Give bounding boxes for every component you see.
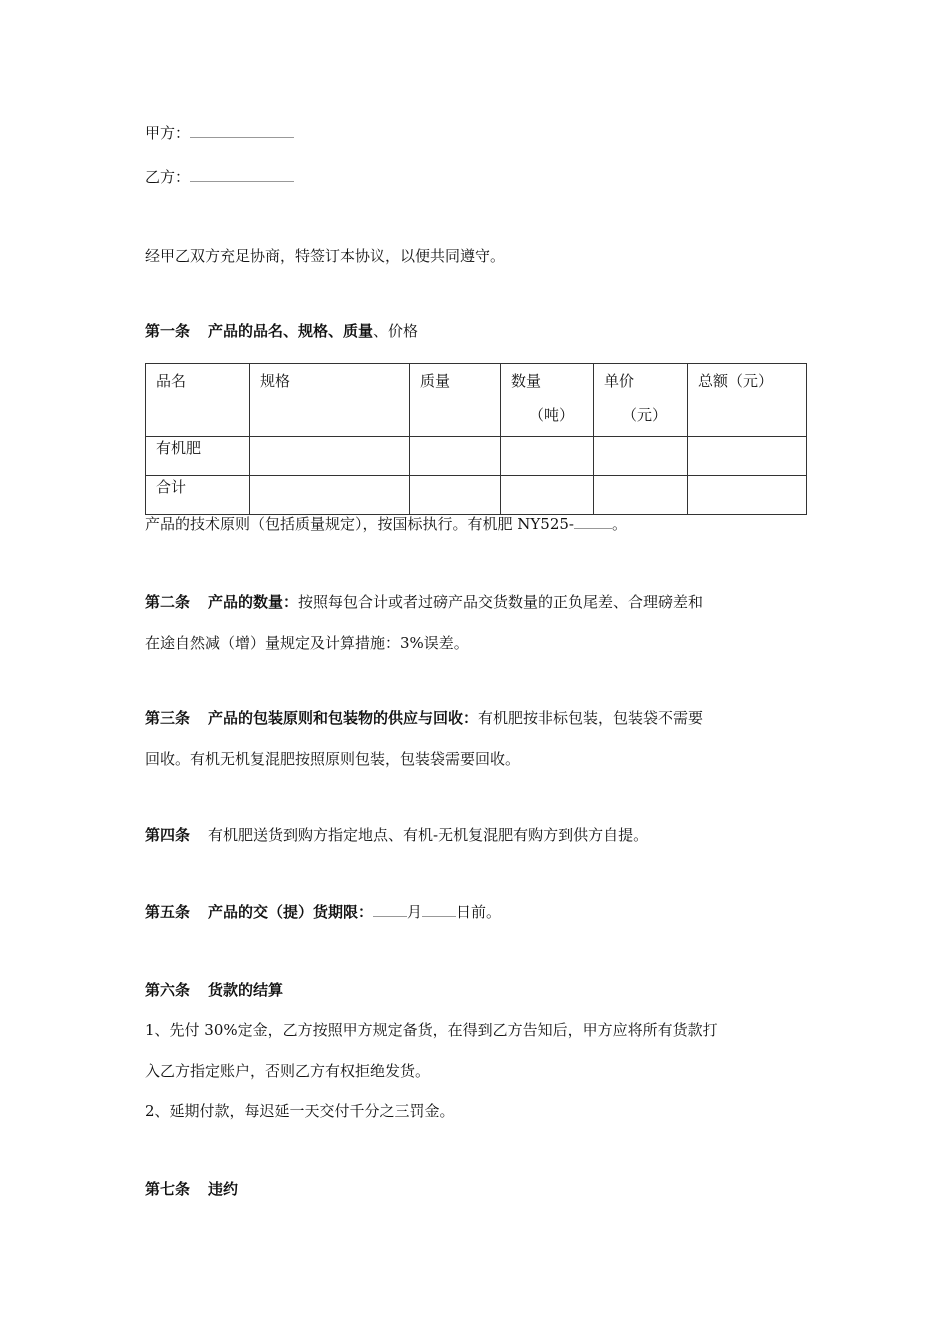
header-cell-total: 总额（元） xyxy=(688,364,807,437)
article3-title: 产品的包装原则和包装物的供应与回收： xyxy=(208,709,479,727)
header-cell-quality: 质量 xyxy=(410,364,501,437)
article2-number: 第二条 xyxy=(145,593,191,611)
header-cell-name: 品名 xyxy=(146,364,250,437)
party-a-label: 甲方： xyxy=(145,124,191,142)
article6-number: 第六条 xyxy=(145,981,191,999)
quantity-unit: （吨） xyxy=(529,406,575,424)
goods-table xyxy=(145,363,807,515)
article5-month: 月 xyxy=(407,903,423,921)
party-b-blank[interactable] xyxy=(190,167,294,182)
article6-title: 货款的结算 xyxy=(208,981,284,999)
table-cell[interactable] xyxy=(594,437,688,476)
article3-line1 xyxy=(145,708,703,728)
table-cell[interactable] xyxy=(410,437,501,476)
article6-item2: 2、延期付款，每迟延一天交付千分之三罚金。 xyxy=(145,1102,455,1120)
article3-number: 第三条 xyxy=(145,709,191,727)
header-cell-spec: 规格 xyxy=(250,364,410,437)
article4-number: 第四条 xyxy=(145,826,191,844)
table-cell: 合计 xyxy=(146,476,250,515)
article6-item1-line1: 1、先付 30%定金，乙方按照甲方规定备货，在得到乙方告知后，甲方应将所有货款打 xyxy=(145,1021,718,1039)
table-row xyxy=(146,476,807,515)
table-cell[interactable] xyxy=(688,437,807,476)
article1-title: 产品的品名、规格、质量 xyxy=(208,322,374,340)
table-cell[interactable] xyxy=(250,476,410,515)
party-a-line xyxy=(145,123,294,143)
table-cell: 有机肥 xyxy=(146,437,250,476)
article3-line2: 回收。有机无机复混肥按照原则包装，包装袋需要回收。 xyxy=(145,750,521,768)
article7-title: 违约 xyxy=(208,1180,239,1198)
table-row xyxy=(146,437,807,476)
party-b-label: 乙方： xyxy=(145,168,191,186)
standard-year-blank[interactable] xyxy=(574,514,612,529)
article5-number: 第五条 xyxy=(145,903,191,921)
article6-item1-line2: 入乙方指定账户，否则乙方有权拒绝发货。 xyxy=(145,1062,431,1080)
article5-line xyxy=(145,902,501,922)
month-blank[interactable] xyxy=(373,902,407,917)
article4-line xyxy=(145,825,648,845)
article7-heading xyxy=(145,1179,238,1199)
unit-price-unit: （元） xyxy=(622,406,668,424)
header-cell-quantity: 数量 （吨） xyxy=(501,364,594,437)
table-cell[interactable] xyxy=(250,437,410,476)
article2-title: 产品的数量： xyxy=(208,593,299,611)
article5-day: 日前。 xyxy=(456,903,502,921)
article1-number: 第一条 xyxy=(145,322,191,340)
article4-text: 有机肥送货到购方指定地点、有机-无机复混肥有购方到供方自提。 xyxy=(208,826,649,844)
article1-note-end: 。 xyxy=(612,515,628,533)
party-a-blank[interactable] xyxy=(190,123,294,138)
article7-number: 第七条 xyxy=(145,1180,191,1198)
article6-heading xyxy=(145,980,283,1000)
party-b-line xyxy=(145,167,294,187)
table-cell[interactable] xyxy=(501,437,594,476)
article2-line1 xyxy=(145,592,703,612)
article1-note xyxy=(145,514,627,534)
table-cell[interactable] xyxy=(410,476,501,515)
article1-note-text: 产品的技术原则（包括质量规定），按国标执行。有机肥 NY525- xyxy=(145,515,574,533)
table-header-row xyxy=(146,364,807,437)
table-cell[interactable] xyxy=(594,476,688,515)
table-cell[interactable] xyxy=(501,476,594,515)
day-blank[interactable] xyxy=(422,902,456,917)
article2-line2: 在途自然减（增）量规定及计算措施：3%误差。 xyxy=(145,634,469,652)
article1-heading xyxy=(145,321,418,341)
table-cell[interactable] xyxy=(688,476,807,515)
article3-text1: 有机肥按非标包装，包装袋不需要 xyxy=(478,709,704,727)
intro-text: 经甲乙双方充足协商，特签订本协议，以便共同遵守。 xyxy=(145,247,506,265)
article2-text1: 按照每包合计或者过磅产品交货数量的正负尾差、合理磅差和 xyxy=(298,593,704,611)
article1-title-rest: 、价格 xyxy=(373,322,419,340)
header-cell-unit-price: 单价 （元） xyxy=(594,364,688,437)
article5-title: 产品的交（提）货期限： xyxy=(208,903,374,921)
